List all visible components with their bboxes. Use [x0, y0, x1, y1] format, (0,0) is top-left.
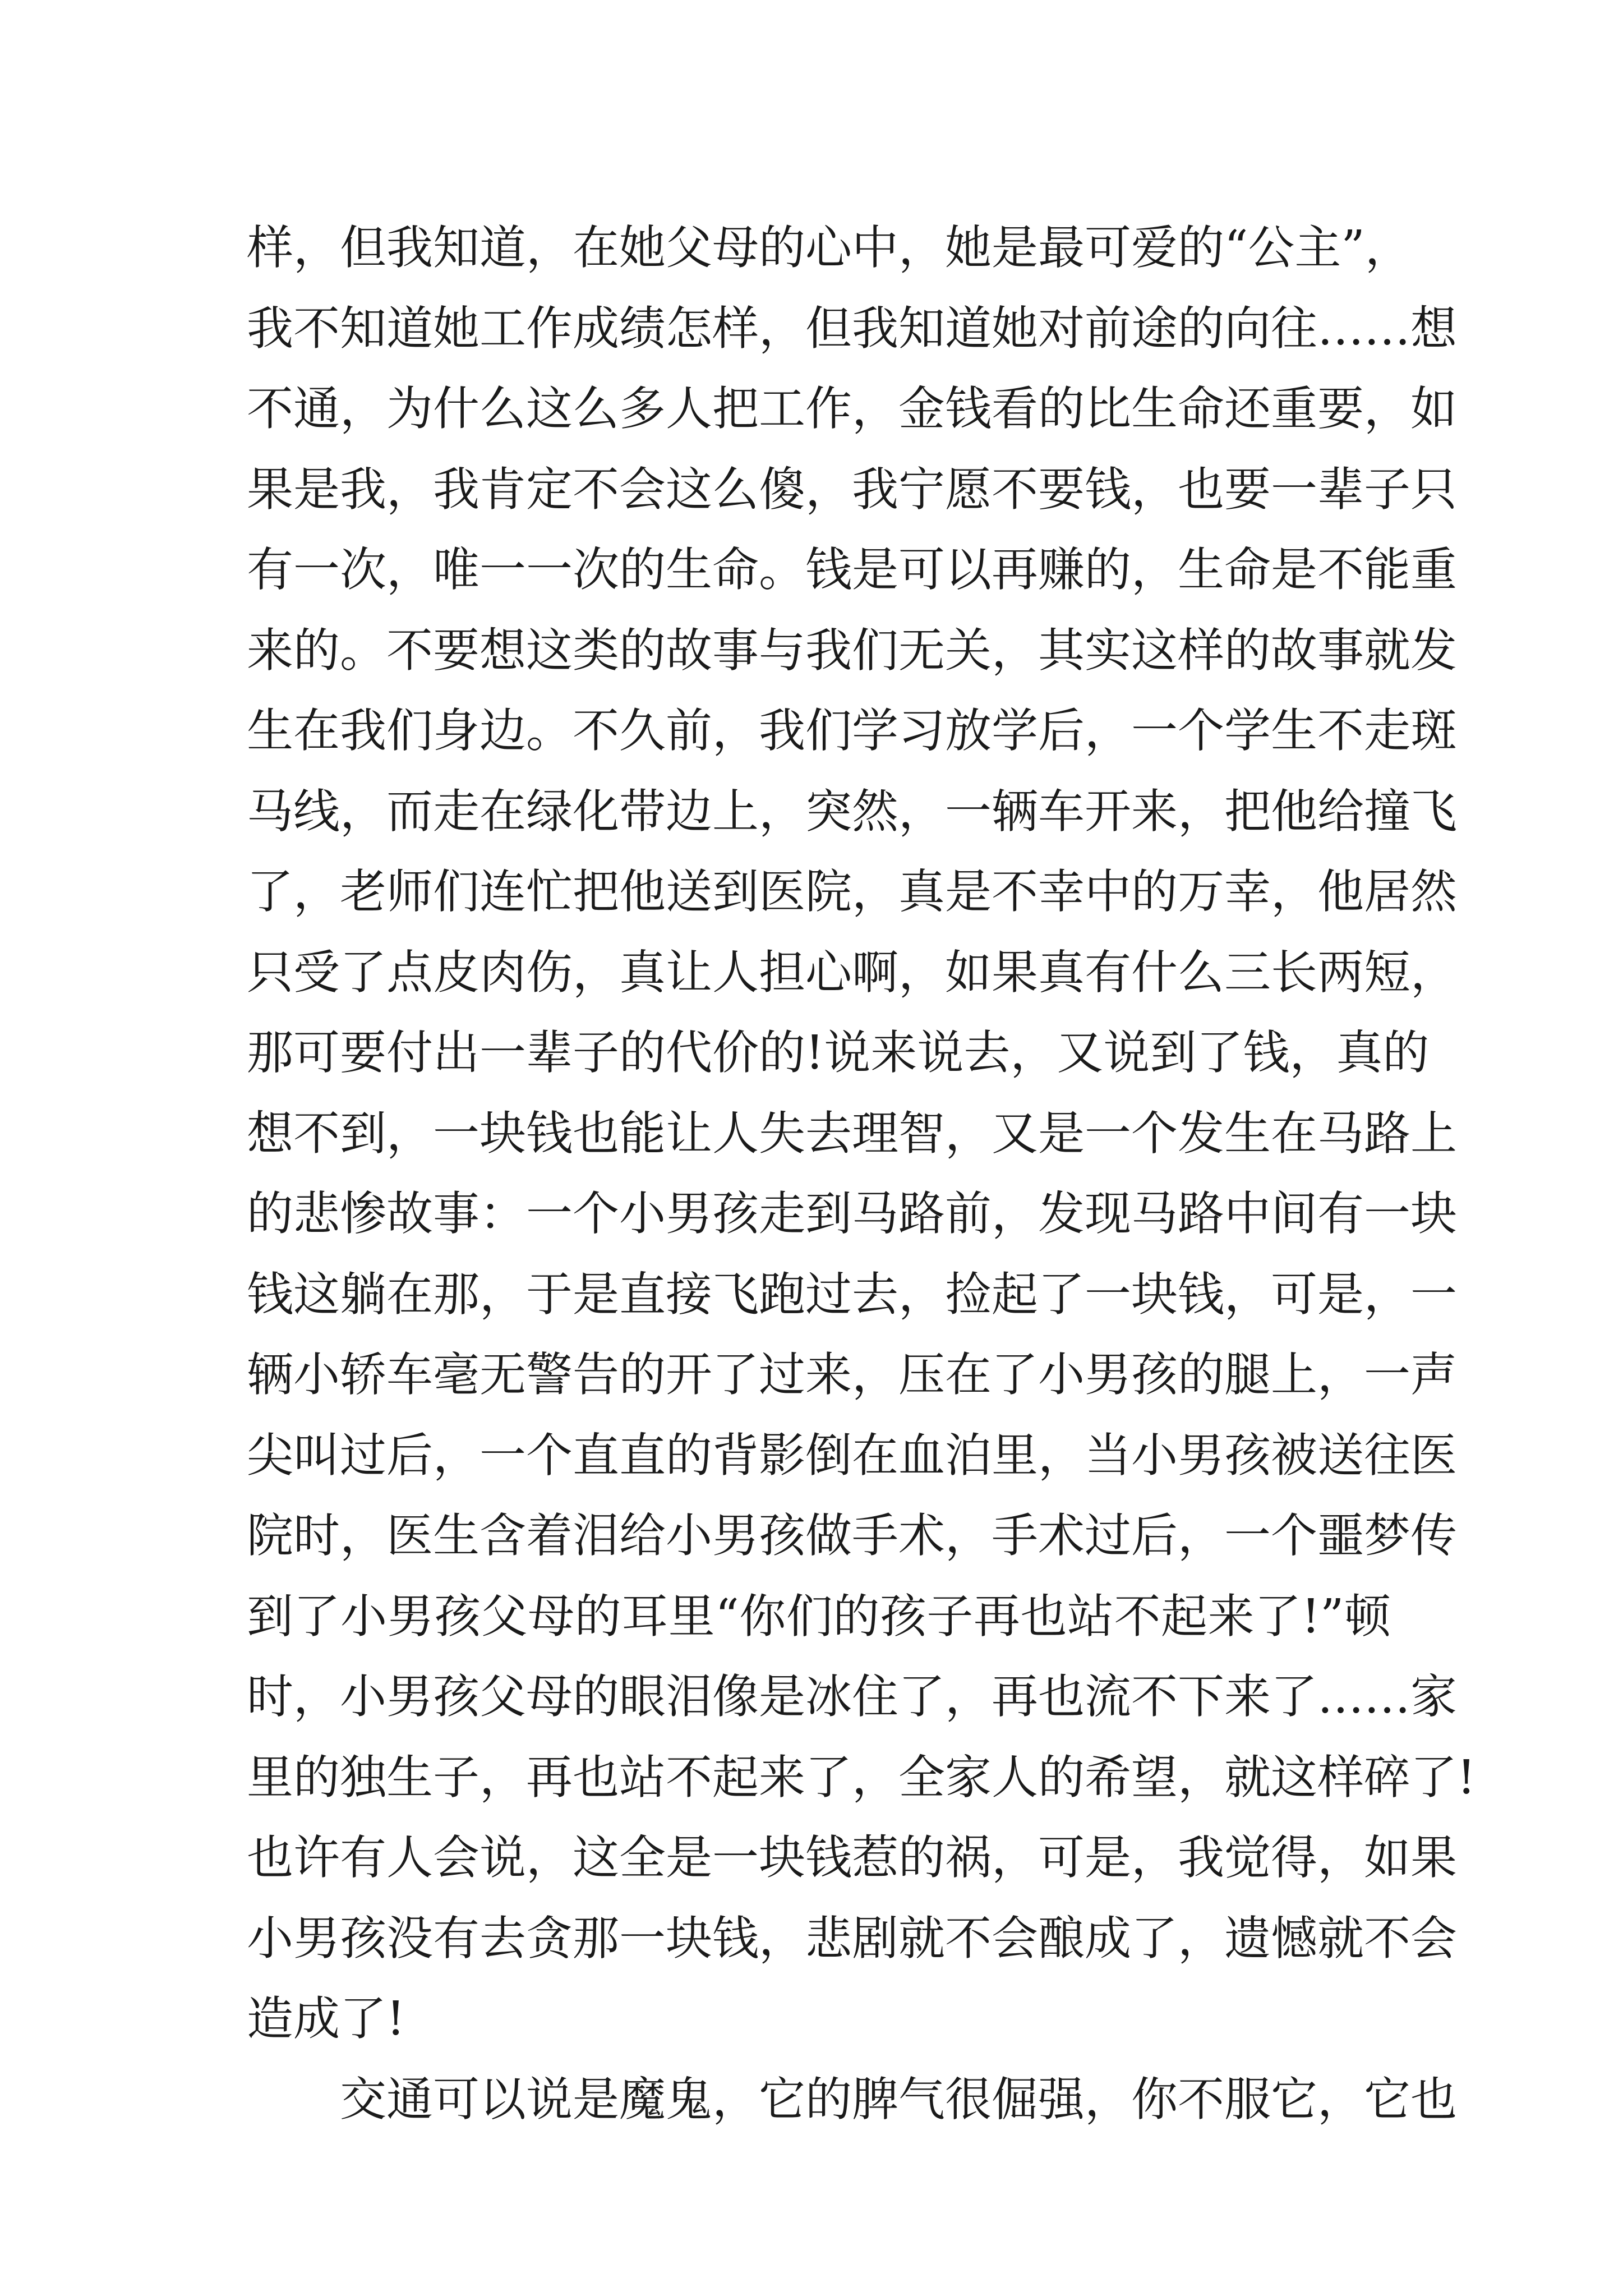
- text-line: 有一次，唯一一次的生命。钱是可以再赚的，生命是不能重: [247, 542, 1457, 597]
- text-line: 的悲惨故事：一个小男孩走到马路前，发现马路中间有一块: [247, 1186, 1457, 1241]
- body-text: [247, 208, 1476, 2139]
- text-line: 来的。不要想这类的故事与我们无关，其实这样的故事就发: [247, 623, 1457, 678]
- text-line: 时，小男孩父母的眼泪像是冰住了，再也流不下来了……家: [247, 1669, 1457, 1724]
- text-line: 尖叫过后，一个直直的背影倒在血泊里，当小男孩被送往医: [247, 1428, 1457, 1483]
- text-line: 马线，而走在绿化带边上，突然，一辆车开来，把他给撞飞: [247, 784, 1457, 839]
- text-line: 小男孩没有去贪那一块钱，悲剧就不会酿成了，遗憾就不会: [247, 1911, 1457, 1966]
- text-line: 生在我们身边。不久前，我们学习放学后，一个学生不走斑: [247, 703, 1457, 758]
- text-line-paragraph-start: 交通可以说是魔鬼，它的脾气很倔强，你不服它，它也: [340, 2072, 1457, 2127]
- text-line: 了，老师们连忙把他送到医院，真是不幸中的万幸，他居然: [247, 864, 1457, 919]
- text-line: 不通，为什么这么多人把工作，金钱看的比生命还重要，如: [247, 381, 1457, 436]
- text-line: 想不到，一块钱也能让人失去理智，又是一个发生在马路上: [247, 1106, 1457, 1161]
- text-line: 样，但我知道，在她父母的心中，她是最可爱的“公主”，: [247, 220, 1412, 275]
- text-line: 那可要付出一辈子的代价的!说来说去，又说到了钱，真的: [247, 1025, 1430, 1080]
- text-line: 造成了!: [247, 1991, 405, 2046]
- text-line: 我不知道她工作成绩怎样，但我知道她对前途的向往……想: [247, 301, 1457, 356]
- text-line: 也许有人会说，这全是一块钱惹的祸，可是，我觉得，如果: [247, 1830, 1457, 1885]
- text-line: 院时，医生含着泪给小男孩做手术，手术过后，一个噩梦传: [247, 1508, 1457, 1563]
- text-line: 只受了点皮肉伤，真让人担心啊，如果真有什么三长两短，: [247, 945, 1457, 1000]
- text-line: 到了小男孩父母的耳里“你们的孩子再也站不起来了!”顿: [247, 1589, 1391, 1644]
- text-line: 辆小轿车毫无警告的开了过来，压在了小男孩的腿上，一声: [247, 1347, 1457, 1402]
- text-line: 里的独生子，再也站不起来了，全家人的希望，就这样碎了!: [247, 1750, 1476, 1805]
- text-line: 果是我，我肯定不会这么傻，我宁愿不要钱，也要一辈子只: [247, 462, 1457, 517]
- text-line: 钱这躺在那，于是直接飞跑过去，捡起了一块钱，可是，一: [247, 1267, 1457, 1322]
